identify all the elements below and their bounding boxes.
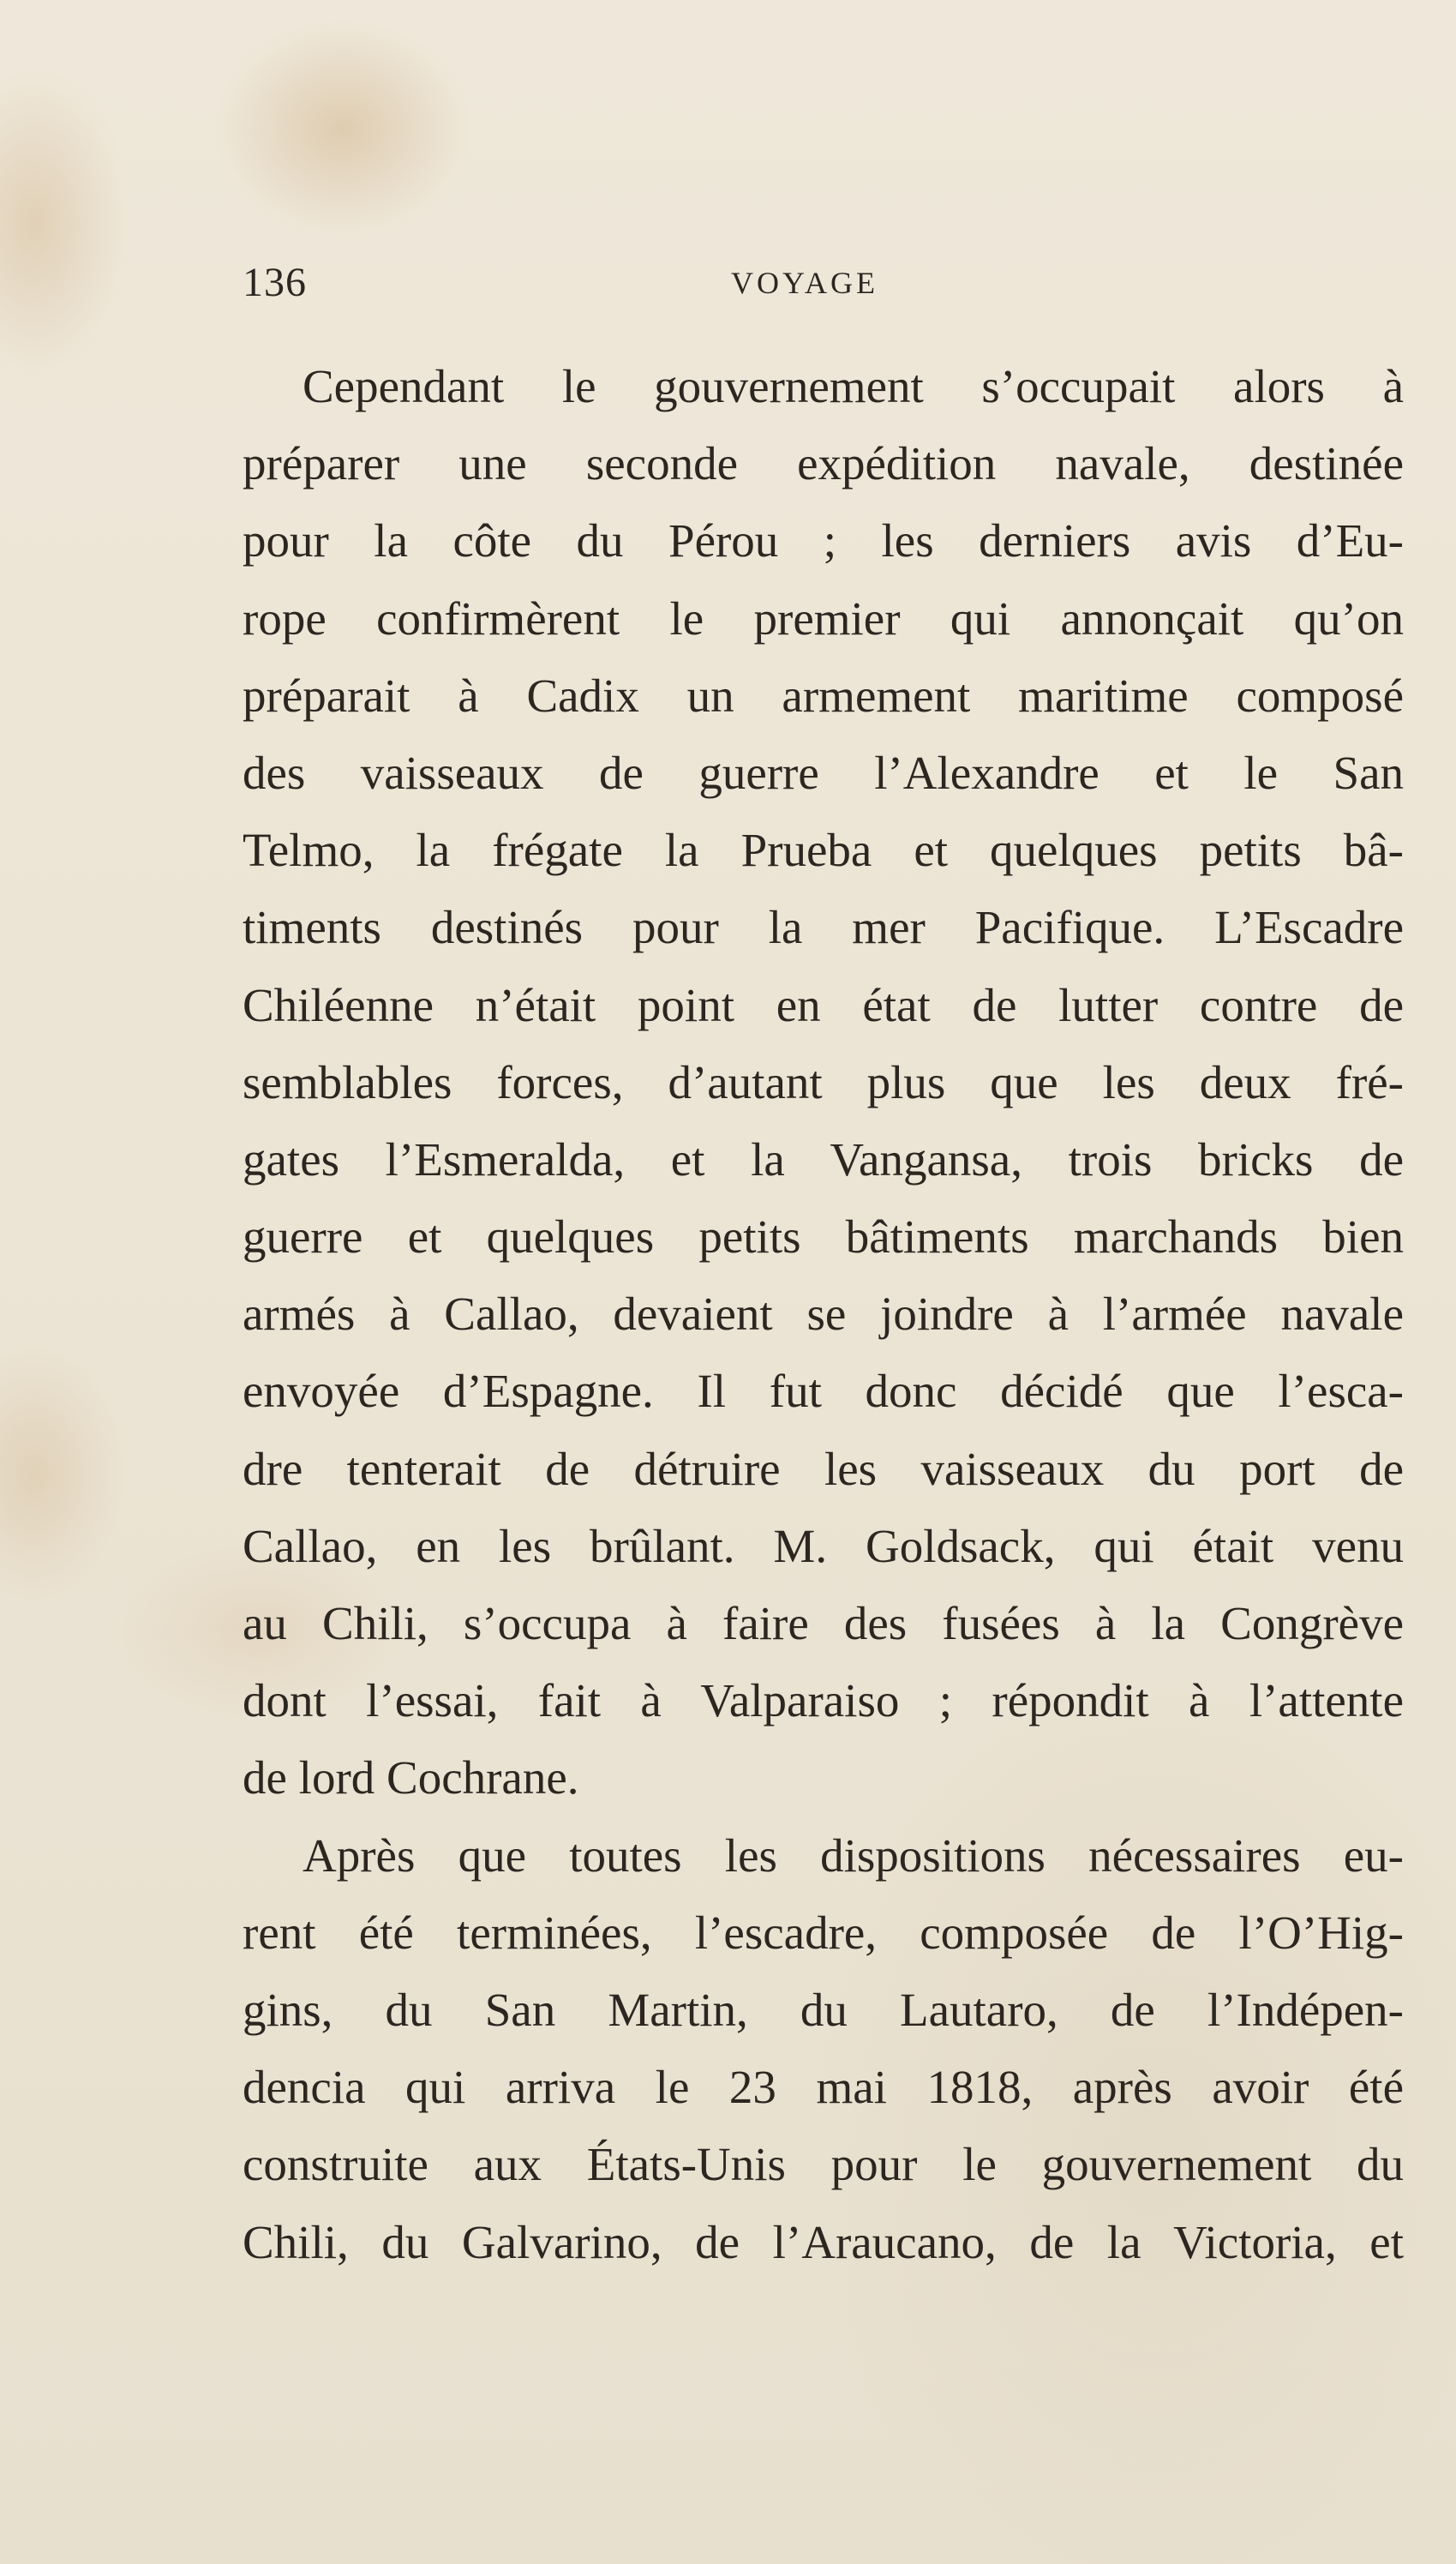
text-line: gates l’Esmeralda, et la Vangansa, trois bricks de (243, 1132, 1404, 1186)
text-line: envoyée d’Espagne. Il fut donc décidé que l’esca- (243, 1365, 1404, 1418)
page-header (243, 253, 1404, 313)
text-line: Après que toutes les dispositions nécessaires eu- (303, 1828, 1404, 1882)
text-line: dre tenterait de détruire les vaisseaux du port de (243, 1442, 1404, 1495)
text-line: de lord Cochrane. (243, 1751, 579, 1804)
text-line: semblables forces, d’autant plus que les deux fré- (243, 1055, 1404, 1108)
page-number: 136 (243, 260, 307, 305)
text-line: dont l’essai, fait à Valparaiso ; répondit à l’attente (243, 1674, 1404, 1727)
text-line: rent été terminées, l’escadre, composée de l’O’Hig- (243, 1906, 1404, 1959)
text-line: Chiléenne n’était point en état de lutter contre de (243, 978, 1404, 1031)
text-line: préparer une seconde expédition navale, destinée (243, 437, 1404, 490)
text-line: au Chili, s’occupa à faire des fusées à la Congrève (243, 1597, 1404, 1649)
text-line: dencia qui arriva le 23 mai 1818, après avoir été (243, 2061, 1404, 2114)
text-line: Chili, du Galvarino, de l’Araucano, de la Victoria, et (243, 2215, 1404, 2268)
text-line: construite aux États-Unis pour le gouvernement du (243, 2138, 1404, 2191)
running-title: VOYAGE (731, 266, 878, 300)
text-line: Cependant le gouvernement s’occupait alors à (303, 360, 1404, 412)
text-line: rope confirmèrent le premier qui annonçait qu’on (243, 591, 1404, 645)
text-line: timents destinés pour la mer Pacifique. L’Escadre (243, 901, 1404, 954)
text-line: préparait à Cadix un armement maritime composé (243, 669, 1404, 722)
paragraph (243, 1817, 1404, 2281)
body-text (243, 348, 1404, 2281)
text-line: guerre et quelques petits bâtiments marchands bien (243, 1210, 1404, 1264)
paragraph (243, 348, 1404, 1817)
text-line: armés à Callao, devaient se joindre à l’armée navale (243, 1288, 1404, 1341)
text-line: Callao, en les brûlant. M. Goldsack, qui était venu (243, 1519, 1404, 1572)
text-line: Telmo, la frégate la Prueba et quelques petits bâ- (243, 824, 1404, 877)
text-line: des vaisseaux de guerre l’Alexandre et le San (243, 746, 1404, 799)
text-line: gins, du San Martin, du Lautaro, de l’Indépen- (243, 1983, 1404, 2036)
text-line: pour la côte du Pérou ; les derniers avis d’Eu- (243, 514, 1404, 567)
